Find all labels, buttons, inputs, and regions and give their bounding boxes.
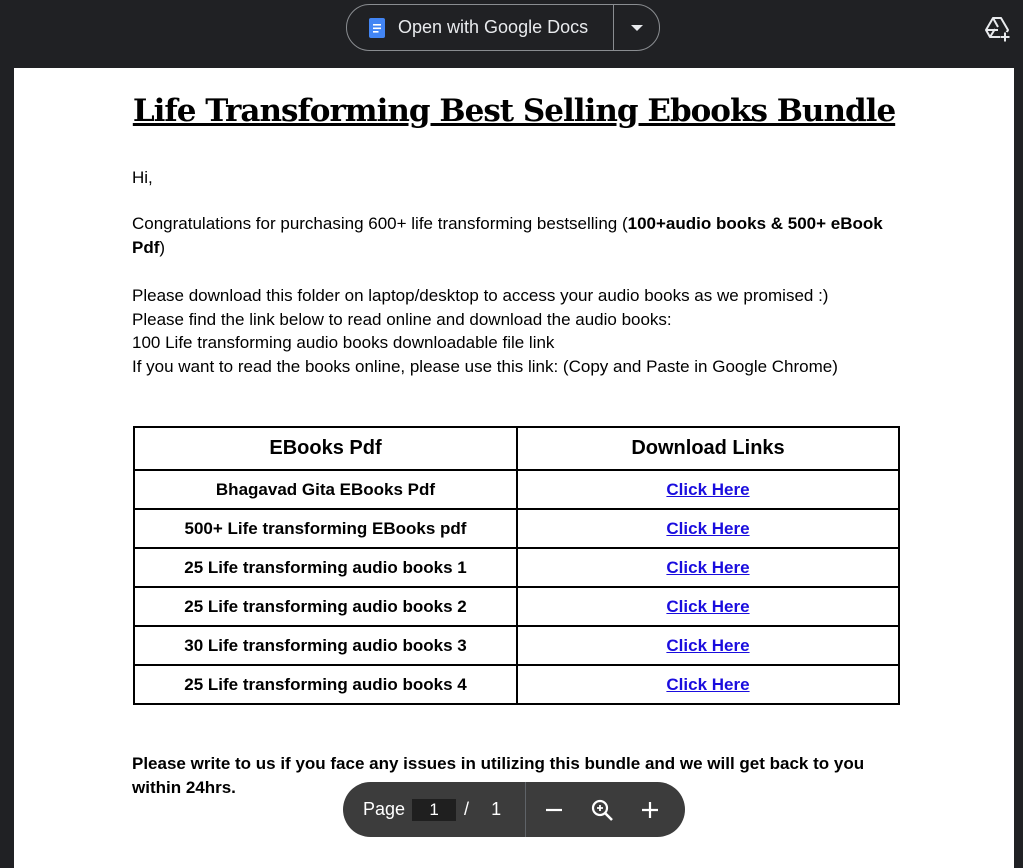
congrats-prefix: Congratulations for purchasing 600+ life transforming bestselling (: [132, 214, 628, 233]
table-row: [134, 509, 899, 548]
support-note-line2: within 24hrs.: [132, 778, 236, 797]
chevron-down-icon: [631, 25, 643, 31]
header-ebooks-pdf: EBooks Pdf: [134, 427, 517, 470]
click-here-link[interactable]: Click Here: [666, 596, 750, 616]
add-to-drive-icon[interactable]: [984, 15, 1012, 43]
ebook-name: Bhagavad Gita EBooks Pdf: [134, 470, 517, 509]
ebook-name: 25 Life transforming audio books 1: [134, 548, 517, 587]
congratulations-text: [132, 212, 892, 259]
open-with-google-docs-button[interactable]: [347, 5, 613, 50]
download-cell: [517, 587, 899, 626]
ebook-name: 25 Life transforming audio books 4: [134, 665, 517, 704]
support-note-line1: Please write to us if you face any issues in utilizing this bundle and we will get back to you: [132, 754, 865, 773]
ebook-name: 25 Life transforming audio books 2: [134, 587, 517, 626]
ebooks-table: [133, 426, 900, 705]
download-cell: [517, 626, 899, 665]
pager-divider: [525, 782, 526, 837]
plus-icon: [640, 800, 660, 820]
zoom-in-button[interactable]: [630, 790, 670, 830]
total-pages: 1: [491, 799, 502, 819]
click-here-link[interactable]: Click Here: [666, 557, 750, 577]
table-row: [134, 470, 899, 509]
minus-icon: [544, 800, 564, 820]
zoom-out-button[interactable]: [534, 790, 574, 830]
table-row: [134, 548, 899, 587]
ebook-name: 500+ Life transforming EBooks pdf: [134, 509, 517, 548]
zoom-fit-button[interactable]: [582, 790, 622, 830]
zoom-icon: [590, 798, 614, 822]
greeting-text: Hi,: [132, 168, 153, 187]
document-page: [14, 68, 1014, 868]
page-zoom-toolbar: [343, 782, 685, 837]
instructions-text: [132, 284, 892, 378]
info-line: Please find the link below to read online and download the audio books:: [132, 309, 672, 329]
info-line: 100 Life transforming audio books downloadable file link: [132, 333, 555, 352]
download-cell: [517, 509, 899, 548]
open-with-control: [346, 4, 660, 51]
click-here-link[interactable]: Click Here: [666, 635, 750, 655]
info-line: Please download this folder on laptop/desktop to access your audio books as we promised :): [132, 286, 829, 305]
download-cell: [517, 665, 899, 704]
document-title: Life Transforming Best Selling Ebooks Bundle: [132, 93, 896, 129]
table-row: [134, 665, 899, 704]
download-cell: [517, 470, 899, 509]
download-cell: [517, 548, 899, 587]
table-row: [134, 587, 899, 626]
page-label: Page: [363, 799, 406, 819]
congrats-bold: 100+audio books & 500+ eBook Pdf: [132, 214, 883, 257]
table-header-row: [134, 427, 899, 470]
info-line: If you want to read the books online, please use this link: (Copy and Paste in Google Chrome): [132, 356, 838, 376]
header-download-links: Download Links: [517, 427, 899, 470]
click-here-link[interactable]: Click Here: [666, 518, 750, 538]
congrats-suffix: ): [159, 237, 166, 257]
ebook-name: 30 Life transforming audio books 3: [134, 626, 517, 665]
open-with-dropdown-button[interactable]: [614, 5, 659, 50]
viewer-top-bar: [0, 0, 1023, 68]
current-page-input[interactable]: 1: [412, 799, 456, 821]
page-separator: /: [464, 799, 470, 819]
click-here-link[interactable]: Click Here: [666, 479, 750, 499]
google-docs-icon: [369, 18, 385, 38]
open-with-label: Open with Google Docs: [398, 17, 589, 37]
table-row: [134, 626, 899, 665]
click-here-link[interactable]: Click Here: [666, 674, 750, 694]
